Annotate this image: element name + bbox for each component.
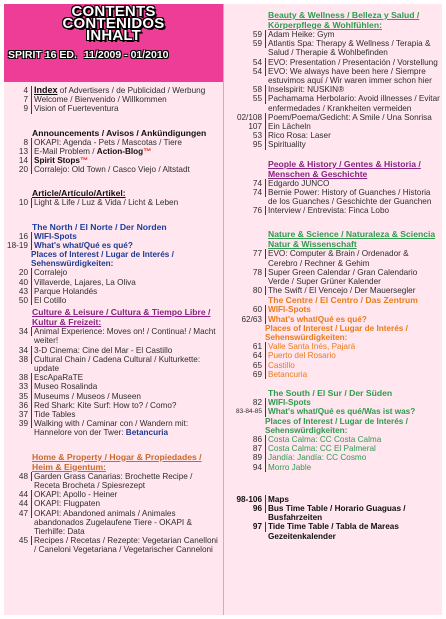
- toc-row[interactable]: 97 Tide Time Table / Tabla de Mareas Gezeitenkalender: [226, 522, 440, 540]
- toc-subheading: Places of Interest / Lugar de Interés / Sehenswürdigkeiten:: [31, 250, 174, 269]
- toc-row[interactable]: 45 Recipes / Recetas / Rezepte: Vegetarian Canelloni / Caneloni Vegetariana / Vegetarischer Canneloni: [6, 536, 220, 554]
- section-centre: The Centre / El Centro / Das Zentrum: [268, 295, 418, 306]
- toc-row[interactable]: 47 OKAPI: Abandoned animals / Animales abandonados Zugelaufene Tiere - OKAPI & Tierhilfe: Data: [6, 509, 220, 537]
- toc-row[interactable]: 43 Parque Holandés: [6, 287, 220, 296]
- toc-row[interactable]: 64 Puerto del Rosario: [226, 351, 440, 360]
- toc-row[interactable]: 76 Interview / Entrevista: Finca Lobo: [226, 206, 440, 215]
- toc-row[interactable]: 77 EVO: Computer & Brain / Ordenador & Cerebro / Rechner & Gehim: [226, 249, 440, 267]
- section-north: The North / El Norte / Der Norden: [32, 221, 167, 232]
- toc-row[interactable]: 74 Edgardo JUNCO: [226, 179, 440, 188]
- toc-row[interactable]: 58 Inselspirit: NUSKIN®: [226, 85, 440, 94]
- title-contenidos: CONTENIDOS: [62, 15, 165, 32]
- left-toc: [6, 86, 220, 555]
- toc-row[interactable]: 35 Museums / Museos / Museen: [6, 392, 220, 401]
- toc-row[interactable]: 80 The Swift / El Vencejo / Der Mauersegler: [226, 286, 440, 295]
- section-announcements: Announcements / Avisos / Ankündigungen: [32, 127, 207, 138]
- toc-row[interactable]: 39 Walking with / Caminar con / Wandern mit: Hannelore von der Twer: Betancuria: [6, 419, 220, 437]
- toc-row[interactable]: 38 Cultural Chain / Cadena Cultural / Kulturkette: update: [6, 355, 220, 373]
- toc-row[interactable]: 33 Museo Rosalinda: [6, 382, 220, 391]
- toc-row[interactable]: 95 Spirituality: [226, 140, 440, 149]
- toc-row[interactable]: 8 OKAPI: Agenda - Pets / Mascotas / Tiere: [6, 138, 220, 147]
- toc-row[interactable]: 10 Light & Life / Luz & Vida / Licht & Leben: [6, 198, 220, 207]
- toc-row[interactable]: 40 Villaverde, Lajares, La Oliva: [6, 278, 220, 287]
- toc-row[interactable]: 48 Garden Grass Canarias: Brochette Recipe / Receta Brocheta / Spiesrezept: [6, 472, 220, 490]
- toc-row[interactable]: 89 Jandía: Jandía: CC Cosmo: [226, 453, 440, 462]
- toc-row[interactable]: 9 Vision of Fuerteventura: [6, 104, 220, 113]
- toc-row[interactable]: 54 EVO: Presentation / Presentación / Vorstellung: [226, 58, 440, 67]
- section-culture: Culture & Leisure / Cultura & Tiempo Libre / Kultur & Freizeit:: [32, 307, 211, 328]
- section-people: People & History / Gentes & Historia / Menschen & Geschichte: [268, 158, 421, 179]
- toc-row[interactable]: 13 E-Mail Problem / Action-Blog™: [6, 147, 220, 156]
- toc-row[interactable]: 20 Corralejo: [6, 268, 220, 277]
- toc-row[interactable]: 34 Animal Experience: Moves on! / Continua! / Macht weiter!: [6, 327, 220, 345]
- edition-line: SPIRIT 16 ED. 11/2009 - 01/2010: [8, 49, 169, 61]
- toc-row[interactable]: 53 Rico Rosa: Laser: [226, 131, 440, 140]
- toc-row[interactable]: 78 Super Green Calendar / Gran Calendario Verde / Super Grüner Kalender: [226, 268, 440, 286]
- toc-row[interactable]: 82 WIFI-Spots: [226, 398, 440, 407]
- toc-row[interactable]: 18-19 What's what/Qué es qué?: [7, 240, 133, 250]
- toc-row[interactable]: 83-84-85 What's what/Qué es qué/Was ist was?: [226, 407, 440, 416]
- toc-row[interactable]: 54 EVO: We always have been here / Siempre estuvimos aquí / Wir waren immer schon hier: [226, 67, 440, 85]
- toc-row[interactable]: 50 El Cotillo: [6, 296, 220, 305]
- title-inhalt: INHALT: [85, 27, 142, 44]
- toc-row[interactable]: 38 EscApaRaTE: [6, 373, 220, 382]
- toc-row[interactable]: 44 OKAPI: Apollo - Heiner: [6, 490, 220, 499]
- toc-row[interactable]: 107 Ein Lächeln: [226, 122, 440, 131]
- right-toc: [226, 10, 440, 541]
- toc-row[interactable]: 34 3-D Cinema: Cine del Mar - El Castillo: [6, 346, 220, 355]
- toc-row[interactable]: 37 Tide Tables: [6, 410, 220, 419]
- toc-row[interactable]: 87 Costa Calma: CC El Palmeral: [226, 444, 440, 453]
- toc-row[interactable]: 61 Valle Santa Inés, Pajará: [226, 342, 440, 351]
- toc-row[interactable]: 20 Corralejo: Old Town / Casco Viejo / Altstadt: [6, 165, 220, 174]
- toc-row[interactable]: 59 Adam Heike: Gym: [226, 30, 440, 39]
- section-article: Article/Artículo/Artikel:: [32, 188, 126, 199]
- toc-row[interactable]: 69 Betancuria: [226, 370, 440, 379]
- toc-row[interactable]: 14 Spirit Stops™: [6, 156, 220, 165]
- toc-row[interactable]: 4 Index of Advertisers / de Publicidad / Werbung: [6, 86, 220, 95]
- toc-row[interactable]: 02/108 Poem/Poema/Gedicht: A Smile / Una Sonrisa: [226, 113, 440, 122]
- toc-row[interactable]: 98-106 Maps: [226, 495, 440, 504]
- toc-row[interactable]: 60 WIFI-Spots: [226, 305, 440, 314]
- toc-row[interactable]: 94 Morro Jable: [226, 463, 440, 472]
- toc-subheading: Places of Interest / Lugar de Interés / Sehenswürdigkeiten:: [265, 416, 408, 435]
- toc-subheading: Places of Interest / Lugar de Interés / Sehenswürdigkeiten:: [265, 323, 408, 343]
- title-contents: CONTENTS: [71, 3, 156, 20]
- toc-row[interactable]: 7 Welcome / Bienvenido / Willkommen: [6, 95, 220, 104]
- toc-row[interactable]: 16 WIFI-Spots: [6, 232, 220, 241]
- section-beauty: Beauty & Wellness / Belleza y Salud / Körperpflege & Wohlfühlen:: [268, 10, 420, 30]
- toc-row[interactable]: 86 Costa Calma: CC Costa Calma: [226, 435, 440, 444]
- section-south: The South / El Sur / Der Süden: [268, 388, 393, 399]
- toc-row[interactable]: 74 Bernie Power: History of Guanches / Historia de los Guanches / Geschichte der Guanchen: [226, 188, 440, 206]
- toc-row[interactable]: 96 Bus Time Table / Horario Guaguas / Busfahrzeiten: [226, 504, 440, 522]
- toc-row[interactable]: 59 Atlantis Spa: Therapy & Wellness / Terapia & Salud / Therapie & Wohlbefinden: [226, 39, 440, 57]
- toc-row[interactable]: 55 Pachamama Herbolario: Avoid illnesses / Evitar enfermedades / Krankheiten vermeiden: [226, 94, 440, 112]
- toc-row[interactable]: 44 OKAPI: Flugpaten: [6, 499, 220, 508]
- section-home: Home & Property / Hogar & Propiedades / Heim & Eigentum:: [32, 451, 202, 472]
- toc-row[interactable]: 36 Red Shark: Kite Surf: How to? / Como?: [6, 401, 220, 410]
- section-nature: Nature & Science / Naturaleza & Sciencia Natur & Wissenschaft: [268, 229, 436, 250]
- toc-row[interactable]: 62/63 What's what/Qué es qué?: [226, 315, 440, 324]
- toc-row[interactable]: 65 Castillo: [226, 361, 440, 370]
